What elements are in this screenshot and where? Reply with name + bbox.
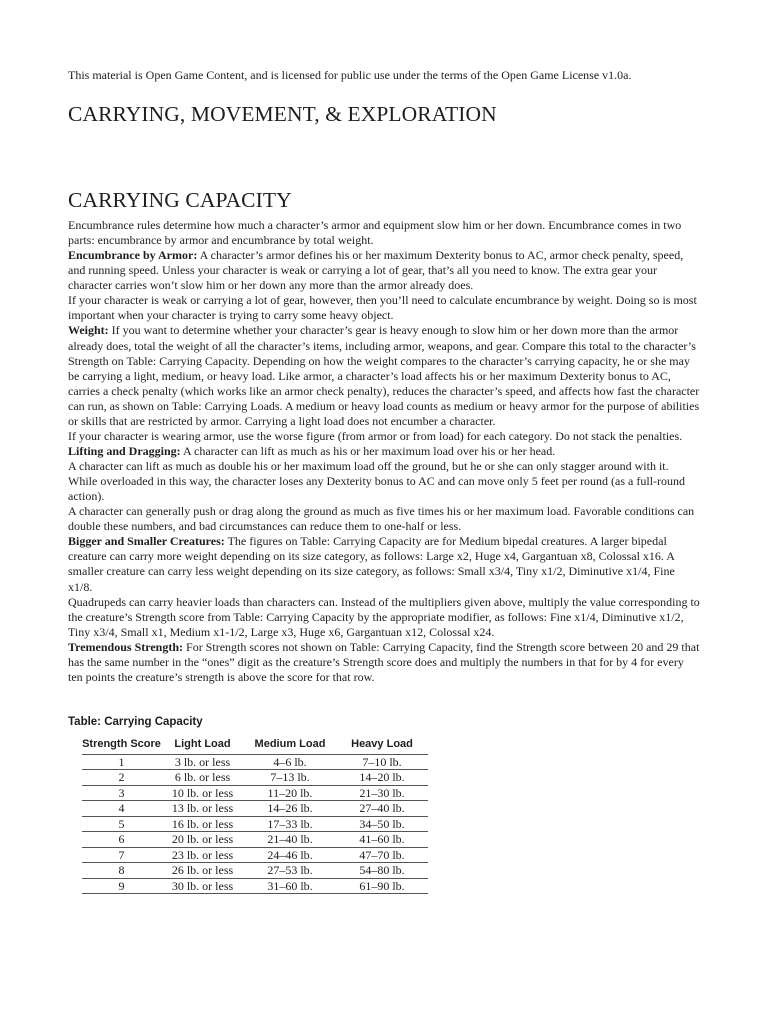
cell-medium: 17–33 lb.	[244, 816, 336, 832]
term-lifting-dragging: Lifting and Dragging:	[68, 443, 181, 458]
cell-light: 16 lb. or less	[161, 816, 244, 832]
cell-light: 10 lb. or less	[161, 785, 244, 801]
table-row	[82, 785, 428, 801]
term-weight: Weight:	[68, 323, 109, 338]
cell-heavy: 54–80 lb.	[336, 863, 428, 879]
term-bigger-smaller: Bigger and Smaller Creatures:	[68, 534, 225, 549]
table-header-row	[82, 736, 428, 755]
table-title: Table: Carrying Capacity	[68, 715, 203, 728]
cell-light: 6 lb. or less	[161, 770, 244, 786]
carrying-capacity-table	[82, 736, 428, 895]
cell-heavy: 61–90 lb.	[336, 878, 428, 894]
table-row	[82, 847, 428, 863]
cell-medium: 7–13 lb.	[244, 770, 336, 786]
cell-medium: 31–60 lb.	[244, 878, 336, 894]
cell-heavy: 21–30 lb.	[336, 785, 428, 801]
cell-light: 20 lb. or less	[161, 832, 244, 848]
table-row	[82, 770, 428, 786]
cell-heavy: 47–70 lb.	[336, 847, 428, 863]
page-title: CARRYING, MOVEMENT, & EXPLORATION	[68, 102, 497, 126]
table-row	[82, 801, 428, 817]
term-encumbrance-by-armor: Encumbrance by Armor:	[68, 248, 198, 263]
header-light-load: Light Load	[161, 736, 244, 755]
section-title: CARRYING CAPACITY	[68, 188, 292, 212]
paragraph-wearing-armor: If your character is wearing armor, use the worse figure (from armor or from load) for each category. Do not stack the penalties.	[68, 428, 683, 443]
cell-strength: 9	[82, 878, 161, 894]
license-notice: This material is Open Game Content, and is licensed for public use under the terms of the Open Game License v1.0a.	[68, 68, 632, 82]
cell-heavy: 41–60 lb.	[336, 832, 428, 848]
paragraph-text: A character can lift as much as his or her maximum load over his or her head.	[180, 443, 556, 458]
cell-strength: 5	[82, 816, 161, 832]
cell-strength: 4	[82, 801, 161, 817]
cell-heavy: 14–20 lb.	[336, 770, 428, 786]
cell-strength: 2	[82, 770, 161, 786]
cell-medium: 27–53 lb.	[244, 863, 336, 879]
document-page	[68, 68, 700, 894]
table-row	[82, 832, 428, 848]
paragraph-bigger-smaller	[68, 534, 700, 594]
cell-strength: 8	[82, 863, 161, 879]
table-row	[82, 754, 428, 770]
paragraph-lift-double: A character can lift as much as double his or her maximum load off the ground, but he or she can only stagger around with it. While overloaded in this way, the character loses any Dexterity bonus to AC and can move only 5 feet per round (as a full-round action).	[68, 459, 686, 504]
paragraph-push-drag: A character can generally push or drag along the ground as much as five times his or her maximum load. Favorable conditions can double these numbers, and bad circumstances can reduce them to one-half or less.	[68, 504, 695, 534]
cell-heavy: 34–50 lb.	[336, 816, 428, 832]
cell-medium: 21–40 lb.	[244, 832, 336, 848]
header-medium-load: Medium Load	[244, 736, 336, 755]
paragraph-text: For Strength scores not shown on Table: Carrying Capacity, find the Strength score between 20 and 29 that has the same number in the “ones” digit as the creature’s Strength score does and multiply the numbers in that for by 4 for every ten points the creature’s strength is above the score for that row.	[68, 639, 700, 684]
cell-light: 3 lb. or less	[161, 754, 244, 770]
paragraph-text: The figures on Table: Carrying Capacity are for Medium bipedal creatures. A larger bipedal creature can carry more weight depending on its size category, as follows: Large x2, Huge x4, Gargantuan x8, Colossal x16. A smaller creature can carry less weight depending on its size category, as follows: Small x3/4, Tiny x1/2, Diminutive x1/4, Fine x1/8.	[68, 534, 675, 594]
paragraph-encumbrance-by-armor	[68, 248, 700, 293]
cell-light: 23 lb. or less	[161, 847, 244, 863]
paragraph-lifting-dragging	[68, 444, 700, 459]
cell-strength: 7	[82, 847, 161, 863]
term-tremendous-strength: Tremendous Strength:	[68, 639, 184, 654]
cell-light: 30 lb. or less	[161, 878, 244, 894]
paragraph-weight	[68, 323, 700, 428]
header-heavy-load: Heavy Load	[336, 736, 428, 755]
table-row	[82, 863, 428, 879]
cell-strength: 3	[82, 785, 161, 801]
cell-heavy: 7–10 lb.	[336, 754, 428, 770]
cell-heavy: 27–40 lb.	[336, 801, 428, 817]
paragraph-tremendous-strength	[68, 640, 700, 685]
paragraph-encumbrance-intro: Encumbrance rules determine how much a character’s armor and equipment slow him or her down. Encumbrance comes in two parts: encumbrance by armor and encumbrance by total weight.	[68, 218, 682, 248]
header-strength-score: Strength Score	[82, 736, 161, 755]
paragraph-weak-character: If your character is weak or carrying a lot of gear, however, then you’ll need to calculate encumbrance by weight. Doing so is most important when your character is trying to carry some heavy object.	[68, 293, 697, 323]
cell-medium: 24–46 lb.	[244, 847, 336, 863]
cell-medium: 14–26 lb.	[244, 801, 336, 817]
cell-medium: 4–6 lb.	[244, 754, 336, 770]
paragraph-text: A character’s armor defines his or her maximum Dexterity bonus to AC, armor check penalty, speed, and running speed. Unless your character is weak or carrying a lot of gear, that’s all you need to know. The extra gear your character carries won’t slow him or her down any more than the armor already does.	[68, 248, 684, 293]
table-row	[82, 878, 428, 894]
cell-medium: 11–20 lb.	[244, 785, 336, 801]
section-body	[68, 218, 700, 685]
paragraph-quadrupeds: Quadrupeds can carry heavier loads than characters can. Instead of the multipliers given above, multiply the value corresponding to the creature’s Strength score from Table: Carrying Capacity by the appropriate modifier, as follows: Fine x1/4, Diminutive x1/2, Tiny x3/4, Small x1, Medium x1-1/2, Large x3, Huge x6, Gargantuan x12, Colossal x24.	[68, 594, 700, 639]
paragraph-text: If you want to determine whether your character’s gear is heavy enough to slow him or her down more than the armor already does, total the weight of all the character’s items, including armor, weapons, and gear. Compare this total to the character’s Strength on Table: Carrying Capacity. Depending on how the weight compares to the character’s carrying capacity, he or she may be carrying a light, medium, or heavy load. Like armor, a character’s load affects his or her maximum Dexterity bonus to AC, carries a check penalty (which works like an armor check penalty), reduces the character’s speed, and affects how fast the character can run, as shown on Table: Carrying Loads. A medium or heavy load counts as medium or heavy armor for the purpose of abilities or skills that are restricted by armor. Carrying a light load does not encumber a character.	[68, 323, 700, 428]
cell-strength: 6	[82, 832, 161, 848]
cell-light: 26 lb. or less	[161, 863, 244, 879]
cell-strength: 1	[82, 754, 161, 770]
cell-light: 13 lb. or less	[161, 801, 244, 817]
table-row	[82, 816, 428, 832]
